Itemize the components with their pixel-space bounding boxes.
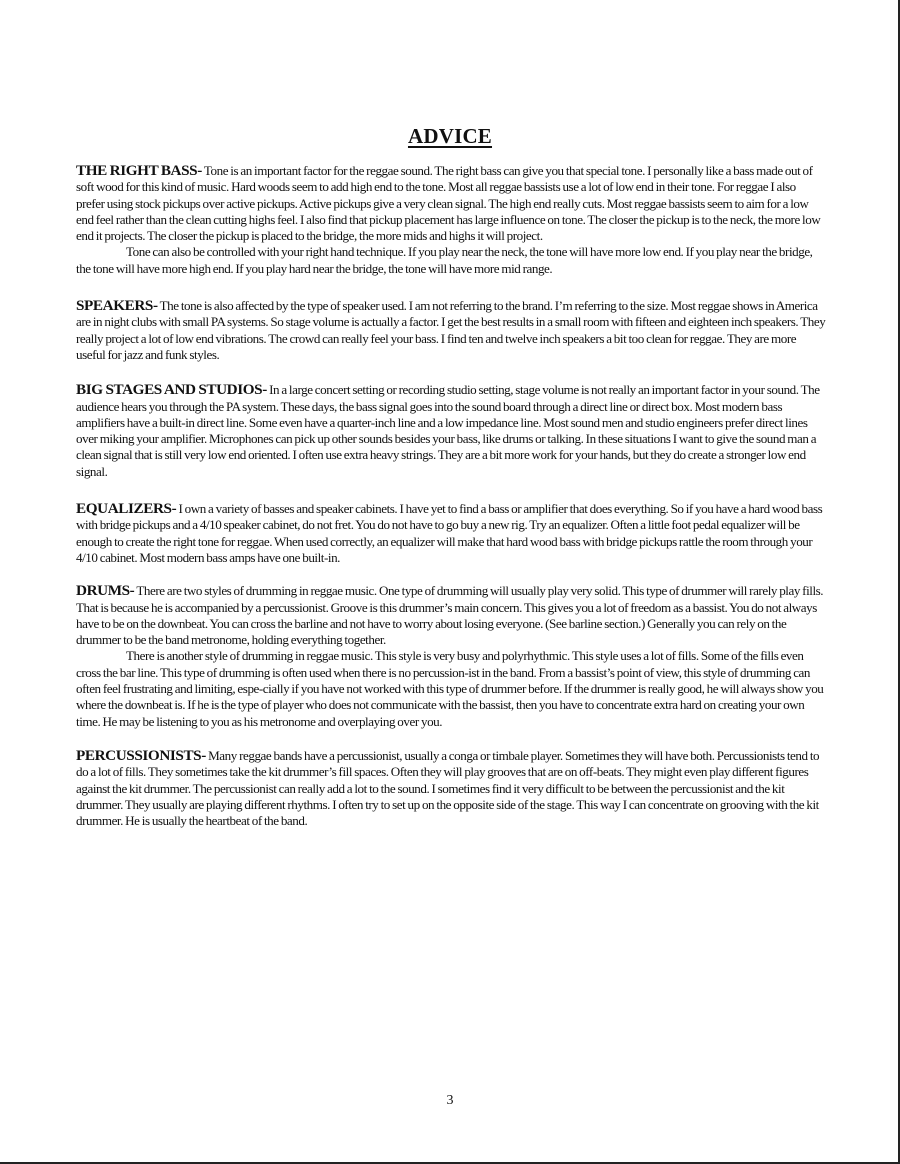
paragraph [76, 382, 826, 480]
section-heading: THE RIGHT BASS- [76, 162, 202, 179]
paragraph [76, 298, 826, 363]
paragraph: Tone can also be controlled with your right hand technique. If you play near the neck, the tone will have more low end. If you play near the bridge, the tone will have more high end. If you play hard near the bridge, the tone will have more mid range. [76, 244, 813, 276]
section-percussionists [76, 748, 826, 829]
page-title: ADVICE [407, 124, 493, 148]
section-speakers [76, 298, 826, 363]
section-heading: DRUMS- [76, 582, 135, 600]
section-the-right-bass [76, 163, 826, 277]
section-heading: EQUALIZERS- [76, 500, 177, 518]
section-equalizers [76, 501, 826, 566]
paragraph [76, 163, 826, 244]
paragraph [76, 501, 826, 566]
section-heading: PERCUSSIONISTS- [76, 746, 206, 764]
section-drums [76, 583, 826, 730]
section-heading: BIG STAGES AND STUDIOS- [76, 381, 267, 399]
section-heading: SPEAKERS- [76, 297, 158, 315]
paragraph-text: I own a variety of basses and speaker cabinets. I have yet to find a bass or amplifier that does everything. So if you have a hard wood bass with bridge pickups and a 4/10 speaker cabinet, do not fret. You do not have to go buy a new rig. Try an equalizer. Often a little foot pedal equalizer will be enough to create the right tone for reggae. When used correctly, an equalizer will make that hard wood bass with bridge pickups rattle the room through your 4/10 cabinet. Most modern bass amps have one built-in. [76, 501, 823, 565]
paragraph [76, 748, 826, 829]
paragraph-text: Tone is an important factor for the reggae sound. The right bass can give you that special tone. I personally like a bass made out of soft wood for this kind of music. Hard woods seem to add high end to the tone. Most all reggae bassists use a lot of low end in their tone. For reggae I also prefer using stock pickups over active pickups. Active pickups give a very clean signal. The high end really cuts. Most reggae bassists seem to aim for a low end feel rather than the clean cutting highs feel. I also find that pickup placement has large influence on tone. The closer the pickup is to the neck, the more low end it projects. The closer the pickup is placed to the bridge, the more mids and highs it will project. [76, 163, 821, 244]
paragraph-text: The tone is also affected by the type of speaker used. I am not referring to the brand. I’m referring to the size. Most reggae shows in America are in night clubs with small PA systems. So stage volume is actually a factor. I get the best results in a small room with fifteen and eighteen inch speakers. They really project a lot of low end vibrations. The crowd can really feel your bass. I find ten and twelve inch speakers a bit too clean for reggae. They are more useful for jazz and funk styles. [76, 298, 826, 362]
article-body [76, 163, 826, 829]
section-big-stages-and-studios [76, 382, 826, 480]
paragraph-text: There are two styles of drumming in reggae music. One type of drumming will usually play very solid. This type of drummer will rarely play fills. That is because he is accompanied by a percussionist. Groove is this drummer’s main concern. This gives you a lot of freedom as a bassist. You do not always have to be on the downbeat. You can cross the barline and not have to worry about losing everyone. (See barline section.) Generally you can rely on the drummer to be the band metronome, holding everything together. [76, 583, 824, 648]
page-number: 3 [446, 1093, 454, 1108]
paragraph [76, 583, 826, 648]
paragraph-text: In a large concert setting or recording studio setting, stage volume is not really an important factor in your sound. The audience hears you through the PA system. These days, the bass signal goes into the sound board through a direct line or direct box. Most modern bass amplifiers have a built-in direct line. Some even have a quarter-inch line and a low impedance line. Most sound men and studio engineers prefer direct lines over miking your amplifier. Microphones can pick up other sounds besides your bass, like drums or talking. In these situations I want to give the sound man a clean signal that is still very low end oriented. I often use extra heavy strings. They are a bit more work for your hands, but they do create a stronger low end signal. [76, 382, 820, 479]
paragraph: There is another style of drumming in reggae music. This style is very busy and polyrhythmic. This style uses a lot of fills. Some of the fills even cross the bar line. This type of drumming is often used when there is no percussion-ist in the band. From a bassist’s point of view, this style of drumming can often feel frustrating and limiting, espe-cially if you have not worked with this type of drummer before. If the drummer is really good, he will always show you where the downbeat is. If he is the type of player who does not communicate with the bassist, then you have to concentrate extra hard on creating your own time. He may be listening to you as his metronome and overplaying over you. [76, 648, 824, 729]
paragraph-text: Many reggae bands have a percussionist, usually a conga or timbale player. Sometimes they will have both. Percussionists tend to do a lot of fills. They sometimes take the kit drummer’s fill spaces. Often they will play grooves that are on off-beats. They might even play different figures against the kit drummer. The percussionist can really add a lot to the sound. I sometimes find it very difficult to be between the percussionist and the kit drummer. They usually are playing different rhythms. I often try to set up on the opposite side of the stage. This way I can concentrate on grooving with the kit drummer. He is usually the heartbeat of the band. [76, 747, 820, 829]
